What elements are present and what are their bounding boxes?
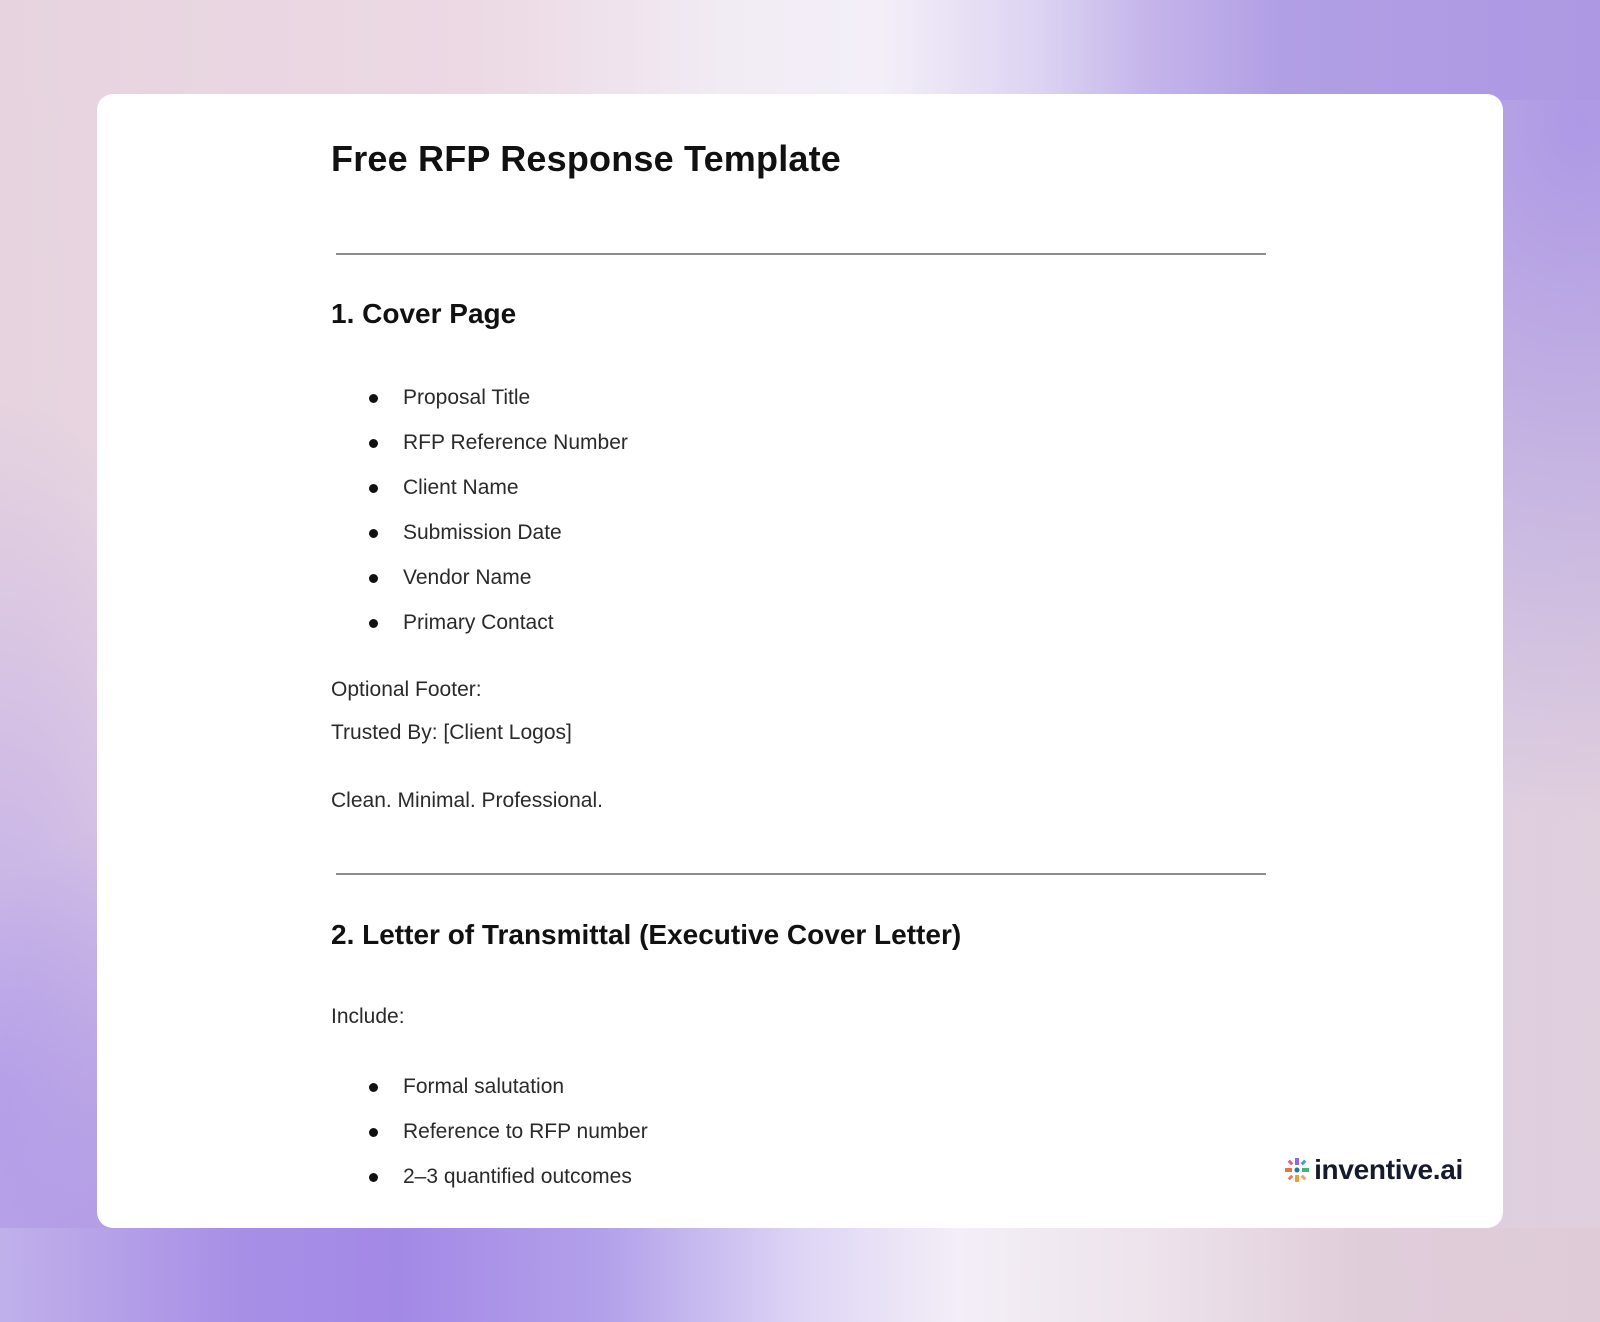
list-item: Submission Date [331,521,628,566]
optional-footer-label: Optional Footer: [331,678,482,701]
transmittal-list [331,1075,648,1210]
bullet-icon [369,1173,378,1182]
list-item: 2–3 quantified outcomes [331,1165,648,1210]
list-item: Vendor Name [331,566,628,611]
bullet-icon [369,439,378,448]
list-item: Reference to RFP number [331,1120,648,1165]
section-heading-letter-of-transmittal: 2. Letter of Transmittal (Executive Cover Letter) [331,919,962,950]
bullet-icon [369,574,378,583]
document-card [97,94,1503,1228]
list-item: Formal salutation [331,1075,648,1120]
divider [336,873,1266,875]
list-item: Primary Contact [331,611,628,656]
divider [336,253,1266,255]
page-title: Free RFP Response Template [331,138,842,179]
list-item: Proposal Title [331,386,628,431]
inventive-logo-icon [1284,1157,1310,1183]
bullet-icon [369,484,378,493]
background-top [0,0,1600,100]
brand-logo [1284,1154,1463,1186]
bullet-icon [369,1083,378,1092]
list-item: Client Name [331,476,628,521]
bullet-icon [369,529,378,538]
include-label: Include: [331,1005,405,1028]
bullet-icon [369,619,378,628]
list-item: RFP Reference Number [331,431,628,476]
bullet-icon [369,1128,378,1137]
cover-page-list [331,386,628,656]
tagline-text: Clean. Minimal. Professional. [331,789,603,812]
section-heading-cover-page: 1. Cover Page [331,298,517,329]
bullet-icon [369,394,378,403]
trusted-by-text: Trusted By: [Client Logos] [331,721,572,744]
brand-name: inventive.ai [1314,1154,1463,1185]
background-bottom [0,1228,1600,1322]
